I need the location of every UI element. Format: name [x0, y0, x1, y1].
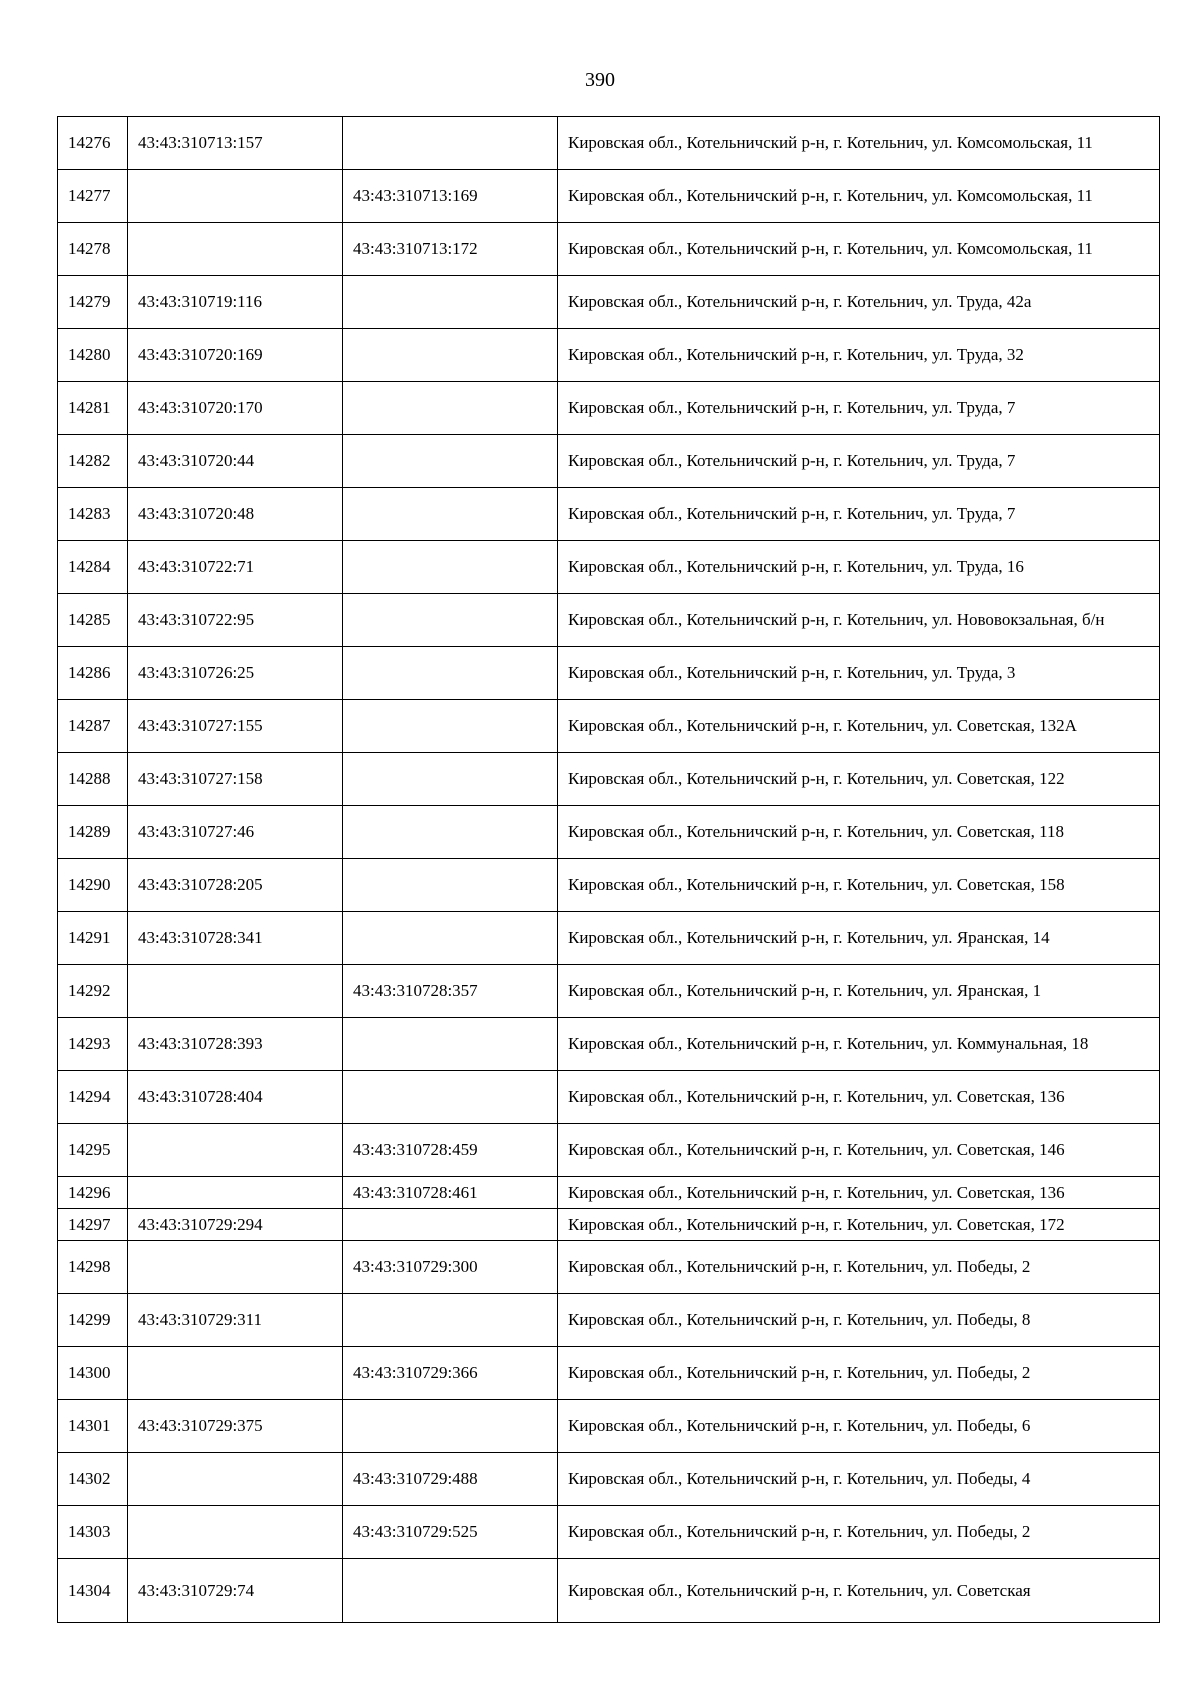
table-row	[58, 1559, 1160, 1623]
address-cell: Кировская обл., Котельничский р-н, г. Котельнич, ул. Яранская, 1	[558, 965, 1160, 1018]
cadastral-number-alt-cell	[343, 541, 558, 594]
table-row	[58, 1209, 1160, 1241]
cadastral-number-cell: 43:43:310727:158	[128, 753, 343, 806]
row-number-cell: 14295	[58, 1124, 128, 1177]
row-number-cell: 14302	[58, 1453, 128, 1506]
row-number-cell: 14287	[58, 700, 128, 753]
cadastral-number-cell	[128, 170, 343, 223]
cadastral-number-cell: 43:43:310720:44	[128, 435, 343, 488]
cadastral-number-alt-cell	[343, 1071, 558, 1124]
address-cell: Кировская обл., Котельничский р-н, г. Котельнич, ул. Победы, 8	[558, 1294, 1160, 1347]
row-number-cell: 14292	[58, 965, 128, 1018]
address-cell: Кировская обл., Котельничский р-н, г. Котельнич, ул. Труда, 32	[558, 329, 1160, 382]
cadastral-number-alt-cell: 43:43:310728:461	[343, 1177, 558, 1209]
cadastral-number-cell: 43:43:310720:169	[128, 329, 343, 382]
row-number-cell: 14291	[58, 912, 128, 965]
address-cell: Кировская обл., Котельничский р-н, г. Котельнич, ул. Победы, 2	[558, 1347, 1160, 1400]
cadastral-number-alt-cell	[343, 329, 558, 382]
row-number-cell: 14301	[58, 1400, 128, 1453]
row-number-cell: 14278	[58, 223, 128, 276]
address-cell: Кировская обл., Котельничский р-н, г. Котельнич, ул. Коммунальная, 18	[558, 1018, 1160, 1071]
cadastral-number-alt-cell: 43:43:310729:366	[343, 1347, 558, 1400]
cadastral-number-cell: 43:43:310722:71	[128, 541, 343, 594]
address-cell: Кировская обл., Котельничский р-н, г. Котельнич, ул. Труда, 7	[558, 382, 1160, 435]
table-row	[58, 700, 1160, 753]
row-number-cell: 14284	[58, 541, 128, 594]
cadastral-number-cell: 43:43:310727:155	[128, 700, 343, 753]
table-row	[58, 329, 1160, 382]
cadastral-number-cell	[128, 1177, 343, 1209]
cadastral-number-alt-cell	[343, 806, 558, 859]
address-cell: Кировская обл., Котельничский р-н, г. Котельнич, ул. Советская, 122	[558, 753, 1160, 806]
cadastral-number-alt-cell	[343, 276, 558, 329]
cadastral-number-cell: 43:43:310713:157	[128, 117, 343, 170]
cadastral-number-alt-cell	[343, 647, 558, 700]
cadastral-number-cell: 43:43:310729:311	[128, 1294, 343, 1347]
cadastral-number-alt-cell	[343, 859, 558, 912]
row-number-cell: 14289	[58, 806, 128, 859]
cadastral-number-alt-cell	[343, 1400, 558, 1453]
table-row	[58, 117, 1160, 170]
address-cell: Кировская обл., Котельничский р-н, г. Котельнич, ул. Труда, 7	[558, 435, 1160, 488]
cadastral-number-cell	[128, 1347, 343, 1400]
table-row	[58, 1294, 1160, 1347]
row-number-cell: 14282	[58, 435, 128, 488]
table-row	[58, 647, 1160, 700]
address-cell: Кировская обл., Котельничский р-н, г. Котельнич, ул. Советская, 132А	[558, 700, 1160, 753]
table-row	[58, 594, 1160, 647]
cadastral-number-cell	[128, 1124, 343, 1177]
cadastral-number-alt-cell	[343, 117, 558, 170]
address-cell: Кировская обл., Котельничский р-н, г. Котельнич, ул. Труда, 3	[558, 647, 1160, 700]
cadastral-number-cell	[128, 1506, 343, 1559]
table-row	[58, 1124, 1160, 1177]
cadastral-number-cell	[128, 1241, 343, 1294]
cadastral-number-cell	[128, 1453, 343, 1506]
table-row	[58, 435, 1160, 488]
cadastral-number-alt-cell: 43:43:310713:172	[343, 223, 558, 276]
cadastral-number-cell: 43:43:310719:116	[128, 276, 343, 329]
cadastral-number-alt-cell	[343, 435, 558, 488]
address-cell: Кировская обл., Котельничский р-н, г. Котельнич, ул. Советская, 146	[558, 1124, 1160, 1177]
table-row	[58, 276, 1160, 329]
table-row	[58, 1018, 1160, 1071]
cadastral-number-alt-cell: 43:43:310713:169	[343, 170, 558, 223]
table-row	[58, 1506, 1160, 1559]
row-number-cell: 14299	[58, 1294, 128, 1347]
cadastral-number-cell: 43:43:310726:25	[128, 647, 343, 700]
row-number-cell: 14286	[58, 647, 128, 700]
table-row	[58, 1347, 1160, 1400]
cadastral-number-alt-cell: 43:43:310729:300	[343, 1241, 558, 1294]
address-cell: Кировская обл., Котельничский р-н, г. Котельнич, ул. Советская, 136	[558, 1071, 1160, 1124]
cadastral-number-cell: 43:43:310727:46	[128, 806, 343, 859]
row-number-cell: 14304	[58, 1559, 128, 1623]
row-number-cell: 14293	[58, 1018, 128, 1071]
address-cell: Кировская обл., Котельничский р-н, г. Котельнич, ул. Советская	[558, 1559, 1160, 1623]
address-cell: Кировская обл., Котельничский р-н, г. Котельнич, ул. Победы, 2	[558, 1506, 1160, 1559]
table-row	[58, 541, 1160, 594]
address-cell: Кировская обл., Котельничский р-н, г. Котельнич, ул. Советская, 172	[558, 1209, 1160, 1241]
cadastral-number-alt-cell: 43:43:310728:459	[343, 1124, 558, 1177]
table-row	[58, 1400, 1160, 1453]
address-cell: Кировская обл., Котельничский р-н, г. Котельнич, ул. Труда, 16	[558, 541, 1160, 594]
cadastral-number-cell: 43:43:310729:375	[128, 1400, 343, 1453]
row-number-cell: 14303	[58, 1506, 128, 1559]
cadastral-number-alt-cell: 43:43:310728:357	[343, 965, 558, 1018]
row-number-cell: 14277	[58, 170, 128, 223]
cadastral-number-alt-cell	[343, 753, 558, 806]
address-cell: Кировская обл., Котельничский р-н, г. Котельнич, ул. Победы, 2	[558, 1241, 1160, 1294]
cadastral-number-cell	[128, 965, 343, 1018]
address-cell: Кировская обл., Котельничский р-н, г. Котельнич, ул. Нововокзальная, б/н	[558, 594, 1160, 647]
row-number-cell: 14285	[58, 594, 128, 647]
table-row	[58, 1071, 1160, 1124]
table-row	[58, 1241, 1160, 1294]
address-cell: Кировская обл., Котельничский р-н, г. Котельнич, ул. Победы, 4	[558, 1453, 1160, 1506]
cadastral-number-alt-cell: 43:43:310729:488	[343, 1453, 558, 1506]
row-number-cell: 14298	[58, 1241, 128, 1294]
table-row	[58, 859, 1160, 912]
cadastral-number-cell: 43:43:310722:95	[128, 594, 343, 647]
cadastral-number-alt-cell	[343, 1559, 558, 1623]
cadastral-number-cell	[128, 223, 343, 276]
cadastral-number-alt-cell: 43:43:310729:525	[343, 1506, 558, 1559]
cadastral-number-alt-cell	[343, 1209, 558, 1241]
address-cell: Кировская обл., Котельничский р-н, г. Котельнич, ул. Яранская, 14	[558, 912, 1160, 965]
cadastral-number-cell: 43:43:310729:294	[128, 1209, 343, 1241]
row-number-cell: 14276	[58, 117, 128, 170]
cadastral-number-alt-cell	[343, 700, 558, 753]
table-row	[58, 806, 1160, 859]
table-row	[58, 965, 1160, 1018]
row-number-cell: 14297	[58, 1209, 128, 1241]
row-number-cell: 14283	[58, 488, 128, 541]
table-row	[58, 1177, 1160, 1209]
cadastral-number-alt-cell	[343, 912, 558, 965]
address-cell: Кировская обл., Котельничский р-н, г. Котельнич, ул. Комсомольская, 11	[558, 117, 1160, 170]
table-row	[58, 382, 1160, 435]
cadastral-number-cell: 43:43:310728:393	[128, 1018, 343, 1071]
row-number-cell: 14279	[58, 276, 128, 329]
row-number-cell: 14280	[58, 329, 128, 382]
cadastral-number-cell: 43:43:310720:170	[128, 382, 343, 435]
row-number-cell: 14294	[58, 1071, 128, 1124]
table-row	[58, 170, 1160, 223]
page-number: 390	[585, 69, 615, 91]
cadastral-number-alt-cell	[343, 382, 558, 435]
table-row	[58, 1453, 1160, 1506]
table-row	[58, 488, 1160, 541]
cadastral-number-alt-cell	[343, 488, 558, 541]
address-cell: Кировская обл., Котельничский р-н, г. Котельнич, ул. Советская, 158	[558, 859, 1160, 912]
cadastral-number-cell: 43:43:310720:48	[128, 488, 343, 541]
row-number-cell: 14300	[58, 1347, 128, 1400]
cadastral-number-cell: 43:43:310729:74	[128, 1559, 343, 1623]
cadastral-number-cell: 43:43:310728:341	[128, 912, 343, 965]
address-cell: Кировская обл., Котельничский р-н, г. Котельнич, ул. Победы, 6	[558, 1400, 1160, 1453]
address-cell: Кировская обл., Котельничский р-н, г. Котельнич, ул. Советская, 136	[558, 1177, 1160, 1209]
address-cell: Кировская обл., Котельничский р-н, г. Котельнич, ул. Труда, 7	[558, 488, 1160, 541]
address-cell: Кировская обл., Котельничский р-н, г. Котельнич, ул. Труда, 42а	[558, 276, 1160, 329]
cadastral-number-alt-cell	[343, 594, 558, 647]
row-number-cell: 14290	[58, 859, 128, 912]
table-row	[58, 223, 1160, 276]
cadastral-number-cell: 43:43:310728:404	[128, 1071, 343, 1124]
cadastral-number-alt-cell	[343, 1294, 558, 1347]
row-number-cell: 14281	[58, 382, 128, 435]
address-cell: Кировская обл., Котельничский р-н, г. Котельнич, ул. Комсомольская, 11	[558, 170, 1160, 223]
row-number-cell: 14296	[58, 1177, 128, 1209]
table-row	[58, 753, 1160, 806]
cadastral-table	[57, 116, 1160, 1623]
cadastral-number-cell: 43:43:310728:205	[128, 859, 343, 912]
address-cell: Кировская обл., Котельничский р-н, г. Котельнич, ул. Комсомольская, 11	[558, 223, 1160, 276]
cadastral-number-alt-cell	[343, 1018, 558, 1071]
table-row	[58, 912, 1160, 965]
row-number-cell: 14288	[58, 753, 128, 806]
table-body	[58, 117, 1160, 1623]
address-cell: Кировская обл., Котельничский р-н, г. Котельнич, ул. Советская, 118	[558, 806, 1160, 859]
